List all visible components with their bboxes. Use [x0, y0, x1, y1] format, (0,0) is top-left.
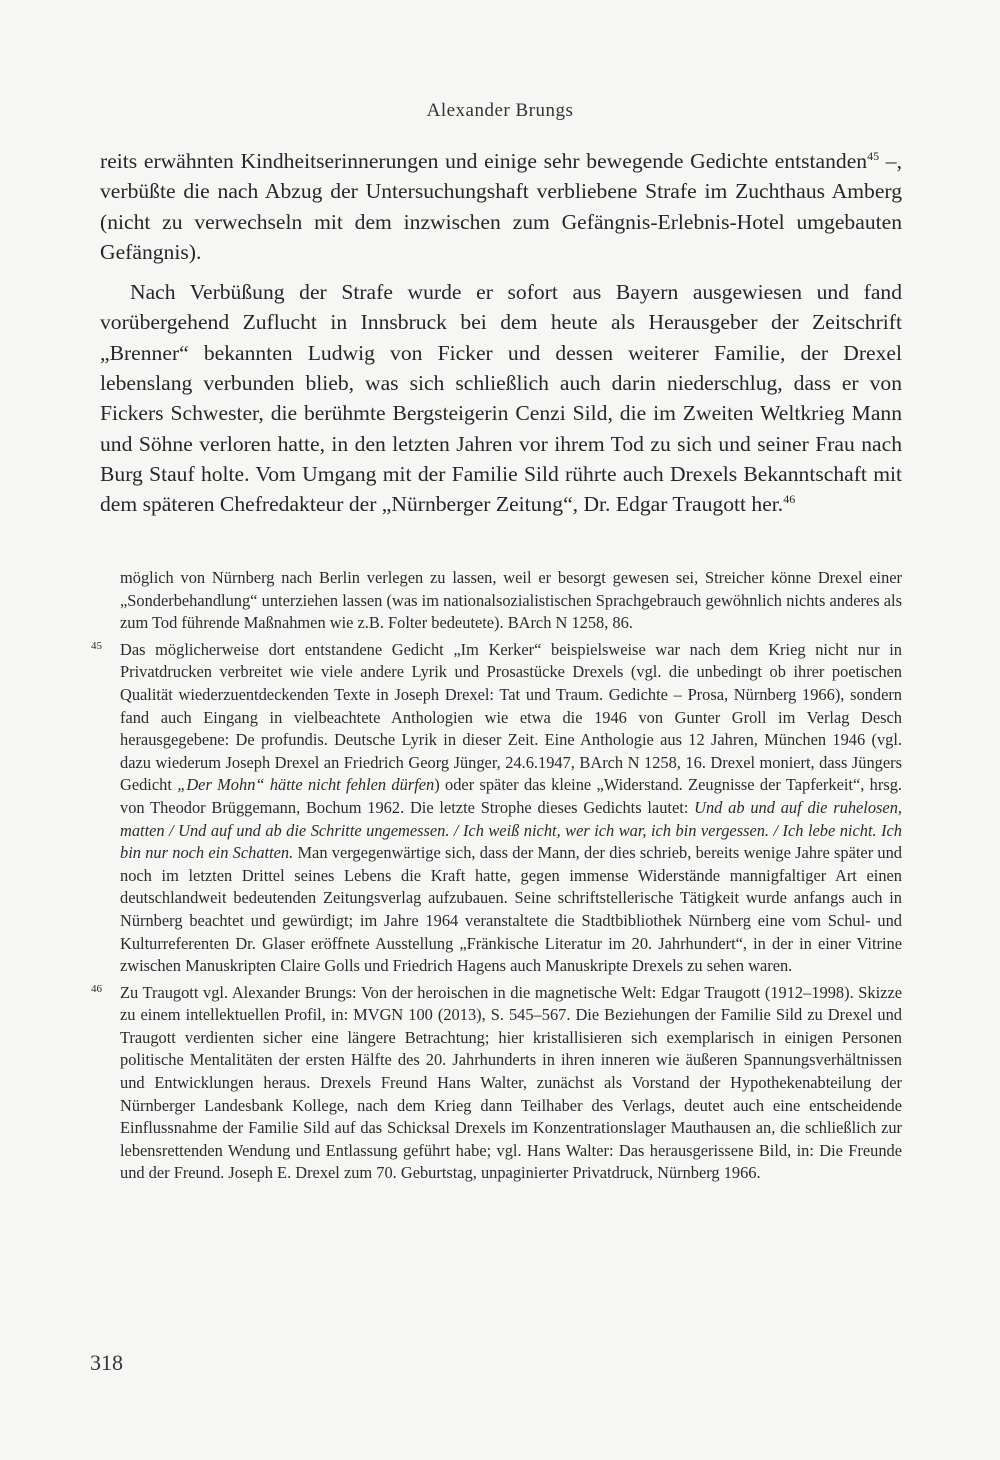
footnote-reference[interactable]: 45: [867, 148, 880, 163]
footnotes: [91, 567, 903, 1189]
footnote-italic-run: Und ab und auf die ruhelosen, matten / Und auf und ab die Schritte ungemessen. / Ich weiß nicht, wer ich war, ich bin vergessen. / Ich lebe nicht. Ich bin nur noch ein Schatten.: [120, 797, 902, 863]
footnote-text: [120, 639, 902, 978]
footnote-text: Zu Traugott vgl. Alexander Brungs: Von der heroischen in die magnetische Welt: Edgar Traugott (1912–1998). Skizze zu einem intellektuellen Profil, in: MVGN 100 (2013), S. 545–567. Die Beziehungen der Familie Sild zu Drexel und Traugott verdienten sicher eine längere Betrachtung; hier kristallisieren sich exemplarisch in einigen Personen politische Mentalitäten der ersten Hälfte des 20. Jahrhunderts in ihren inneren wie äußeren Spannungsverhältnissen und Entwicklungen heraus. Drexels Freund Hans Walter, zunächst als Vorstand der Hypothekenabteilung der Nürnberger Landesbank Kollege, nach dem Krieg dann Teilhaber des Verlags, deutet auch eine entscheidende Einflussnahme der Familie Sild auf das Schicksal Drexels im Konzentrationslager Mauthausen an, die schließlich zur lebensrettenden Wendung und Entlassung geführt habe; vgl. Hans Walter: Das herausgerissene Bild, in: Die Freunde und der Freund. Joseph E. Drexel zum 70. Geburtstag, unpaginierter Privatdruck, Nürnberg 1966.: [120, 982, 902, 1183]
footnote-45: [91, 639, 903, 978]
footnote-number: 45: [91, 639, 102, 652]
main-text: [100, 146, 902, 520]
paragraph-text: –, verbüßte die nach Abzug der Untersuchungshaft verbliebene Strafe im Zuchthaus Amberg (nicht zu verwechseln mit dem inzwischen zum Gefängnis-Erlebnis-Hotel umgebauten Gefängnis).: [100, 149, 903, 264]
footnote-continuation: [100, 567, 902, 635]
footnote-text-run: Man vergegenwärtige sich, dass der Mann, der dies schrieb, bereits wenige Jahre später und noch im letzten Drittel seines Lebens die Kraft hatte, gegen immense Widerstände mannigfaltiger Art einen deutschlandweit bedeutenden Zeitungsverlag aufzubauen. Seine schriftstellerische Tätigkeit wurde anfangs auch in Nürnberg beachtet und gewürdigt; im Jahre 1964 veranstaltete die Stadtbibliothek Nürnberg eine vom Schul- und Kulturreferenten Dr. Glaser eröffnete Ausstellung „Fränkische Literatur im 20. Jahrhundert“, in der in einer Vitrine zwischen Manuskripten Claire Golls und Friedrich Hagens auch Manuskripte Drexels zu sehen waren.: [120, 843, 903, 976]
paragraph: [100, 277, 902, 519]
paragraph-text: reits erwähnten Kindheitserinnerungen und einige sehr bewegende Gedichte entstanden: [100, 149, 868, 173]
footnote-text-run: ) oder später das kleine „Widerstand. Zeugnisse der Tapferkeit“, hrsg. von Theodor Brüggemann, Bochum 1962. Die letzte Strophe dieses Gedichts lautet:: [120, 775, 902, 817]
running-head: Alexander Brungs: [426, 100, 574, 121]
paragraph: [100, 146, 902, 267]
page-number: 318: [90, 1350, 123, 1375]
footnote-46: [91, 982, 902, 1185]
footnote-italic-run: „Der Mohn“ hätte nicht fehlen dürfen: [177, 775, 435, 795]
footnote-text: möglich von Nürnberg nach Berlin verlegen zu lassen, weil er besorgt gewesen sei, Streicher könne Drexel einer „Sonderbehandlung“ unterziehen lassen (was im nationalsozialistischen Sprachgebrauch gewöhnlich nichts anderes als zum Tod führende Maßnahmen wie z.B. Folter bedeutete). BArch N 1258, 86.: [120, 568, 902, 633]
paragraph-text: Nach Verbüßung der Strafe wurde er sofort aus Bayern ausgewiesen und fand vorübergehend Zuflucht in Innsbruck bei dem heute als Herausgeber der Zeitschrift „Brenner“ bekannten Ludwig von Ficker und dessen weiterer Familie, der Drexel lebenslang verbunden blieb, was sich schließlich auch darin niederschlug, dass er von Fickers Schwester, die berühmte Bergsteigerin Cenzi Sild, die im Zweiten Weltkrieg Mann und Söhne verloren hatte, in den letzten Jahren vor ihrem Tod zu sich und seiner Frau nach Burg Stauf holte. Vom Umgang mit der Familie Sild rührte auch Drexels Bekanntschaft mit dem späteren Chefredakteur der „Nürnberger Zeitung“, Dr. Edgar Traugott her.: [100, 280, 902, 517]
footnote-reference[interactable]: 46: [783, 492, 796, 507]
footnote-number: 46: [91, 982, 102, 995]
footnote-text-run: Das möglicherweise dort entstandene Gedicht „Im Kerker“ beispielsweise war nach dem Krieg nicht nur in Privatdrucken verbreitet wie viele andere Lyrik und Prosastücke Drexels (vgl. die unbedingt ob ihrer poetischen Qualität wiederzuentdeckenden Texte in Joseph Drexel: Tat und Traum. Gedichte – Prosa, Nürnberg 1966), sondern fand auch Eingang in vielbeachtete Anthologien wie etwa die 1946 von Gunter Groll im Verlag Desch herausgegebene: De profundis. Deutsche Lyrik in dieser Zeit. Eine Anthologie aus 12 Jahren, München 1946 (vgl. dazu wiederum Joseph Drexel an Friedrich Georg Jünger, 24.6.1947, BArch N 1258, 16. Drexel moniert, dass Jüngers Gedicht: [120, 639, 902, 795]
